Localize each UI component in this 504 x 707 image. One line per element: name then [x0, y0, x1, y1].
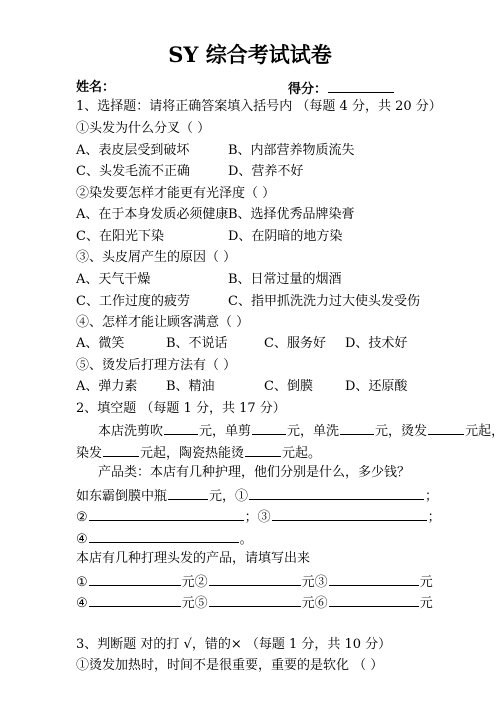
fill-text: 元 — [419, 596, 433, 611]
q1-stem: ①头发为什么分叉（ ） — [76, 121, 211, 136]
fill-line-treatment-4 — [76, 530, 253, 548]
q5-option-d: D、还原酸 — [345, 379, 408, 394]
fill-text: 元，烫发 — [375, 424, 428, 439]
blank-cut-only[interactable] — [252, 422, 286, 435]
score-label-text: 得分： — [288, 82, 328, 97]
exam-title: SY 综合考试试卷 — [168, 42, 332, 67]
fill-text: ； — [427, 510, 441, 525]
q3-option-c: C、工作过度的疲劳 — [76, 294, 190, 309]
q2-option-c: C、在阳光下染 — [76, 229, 164, 244]
blank-dye[interactable] — [103, 444, 139, 457]
q3-option-d: C、指甲抓洗洗力过大使头发受伤 — [228, 294, 420, 309]
blank-wash-cut-blow[interactable] — [164, 422, 198, 435]
fill-text: 本店洗剪吹 — [98, 424, 164, 439]
fill-text: 元② — [181, 575, 208, 590]
q2-option-b: B、选择优秀品牌染膏 — [228, 207, 355, 222]
fill-line-styling-1 — [76, 573, 433, 591]
fill-text: ④ — [76, 532, 88, 547]
fill-text: ② — [76, 510, 88, 525]
fill-text: ； — [425, 489, 439, 504]
q3-stem: ③、头皮屑产生的原因（ ） — [76, 250, 237, 265]
blank-product-6[interactable] — [329, 594, 419, 607]
q1-option-a: A、表皮层受到破坏 — [76, 143, 190, 158]
q4-option-c: C、服务好 — [264, 336, 326, 351]
blank-treatment-4[interactable] — [89, 530, 239, 543]
q3-option-a: A、天气干燥 — [76, 272, 151, 287]
fill-line-prices — [98, 422, 504, 440]
q4-stem: ④、怎样才能让顾客满意（ ） — [76, 315, 250, 330]
fill-text: 染发 — [76, 446, 103, 461]
blank-ceramic-perm[interactable] — [245, 444, 281, 457]
q2-option-a: A、在于本身发质必须健康 — [76, 207, 229, 222]
blank-perm[interactable] — [428, 422, 464, 435]
fill-text: 元 — [419, 575, 433, 590]
section1-heading: 1、选择题：请将正确答案填入括号内 （每题 4 分，共 20 分） — [76, 99, 442, 114]
fill-text: 元，① — [209, 489, 249, 504]
blank-product-4[interactable] — [89, 594, 181, 607]
blank-treatment-2[interactable] — [89, 508, 244, 521]
fill-line-treatment-2 — [76, 508, 441, 526]
fill-text: 元⑤ — [181, 596, 208, 611]
blank-wash-only[interactable] — [340, 422, 374, 435]
section2-heading: 2、填空题 （每题 1 分，共 17 分） — [76, 401, 286, 416]
q2-stem: ②染发要怎样才能更有光泽度（ ） — [76, 186, 276, 201]
fill-text: 如东霸倒膜中瓶 — [76, 489, 168, 504]
q5-stem: ⑤、烫发后打理方法有（ ） — [76, 358, 237, 373]
section3-heading: 3、判断题 对的打 √，错的× （每题 1 分，共 10 分） — [76, 637, 392, 652]
fill-text: ；③ — [244, 510, 271, 525]
q1-option-c: C、头发毛流不正确 — [76, 164, 190, 179]
fill-text: ④ — [76, 596, 88, 611]
score-label — [288, 80, 395, 98]
blank-treatment-price[interactable] — [168, 487, 208, 500]
q5-option-c: C、倒膜 — [264, 379, 313, 394]
score-blank[interactable] — [328, 80, 394, 93]
q5-option-a: A、弹力素 — [76, 379, 138, 394]
q4-option-a: A、微笑 — [76, 336, 125, 351]
q1-option-d: D、营养不好 — [228, 164, 304, 179]
q5-option-b: B、精油 — [166, 379, 215, 394]
fill-text: ① — [76, 575, 88, 590]
q2-option-d: D、在阴暗的地方染 — [228, 229, 343, 244]
fill-line-styling-2 — [76, 594, 433, 612]
q1-option-b: B、内部营养物质流失 — [228, 143, 355, 158]
fill-text: 元起，陶瓷热能烫 — [140, 446, 245, 461]
fill-text: 元，单洗 — [287, 424, 340, 439]
fill-line-styling-products: 本店有几种打理头发的产品，请填写出来 — [76, 551, 311, 566]
q4-option-d: D、技术好 — [345, 336, 408, 351]
fill-text: 元③ — [301, 575, 328, 590]
blank-product-1[interactable] — [89, 573, 181, 586]
blank-product-5[interactable] — [209, 594, 301, 607]
judge-q1: ①烫发加热时，时间不是很重要，重要的是软化 （ ） — [76, 658, 384, 673]
blank-product-3[interactable] — [329, 573, 419, 586]
name-label: 姓名： — [76, 80, 116, 95]
blank-treatment-1[interactable] — [249, 487, 424, 500]
fill-line-treatment-1 — [76, 487, 438, 505]
blank-treatment-3[interactable] — [272, 508, 427, 521]
q3-option-b: B、日常过量的烟酒 — [228, 272, 342, 287]
fill-text: 元起， — [465, 424, 504, 439]
q4-option-b: B、不说话 — [166, 336, 228, 351]
blank-product-2[interactable] — [209, 573, 301, 586]
fill-text: 元⑥ — [301, 596, 328, 611]
fill-text: 元，单剪 — [199, 424, 252, 439]
fill-text: 。 — [239, 532, 253, 547]
fill-line-dye — [76, 444, 321, 462]
fill-line-products: 产品类：本店有几种护理，他们分别是什么，多少钱？ — [98, 465, 411, 480]
fill-text: 元起。 — [282, 446, 322, 461]
